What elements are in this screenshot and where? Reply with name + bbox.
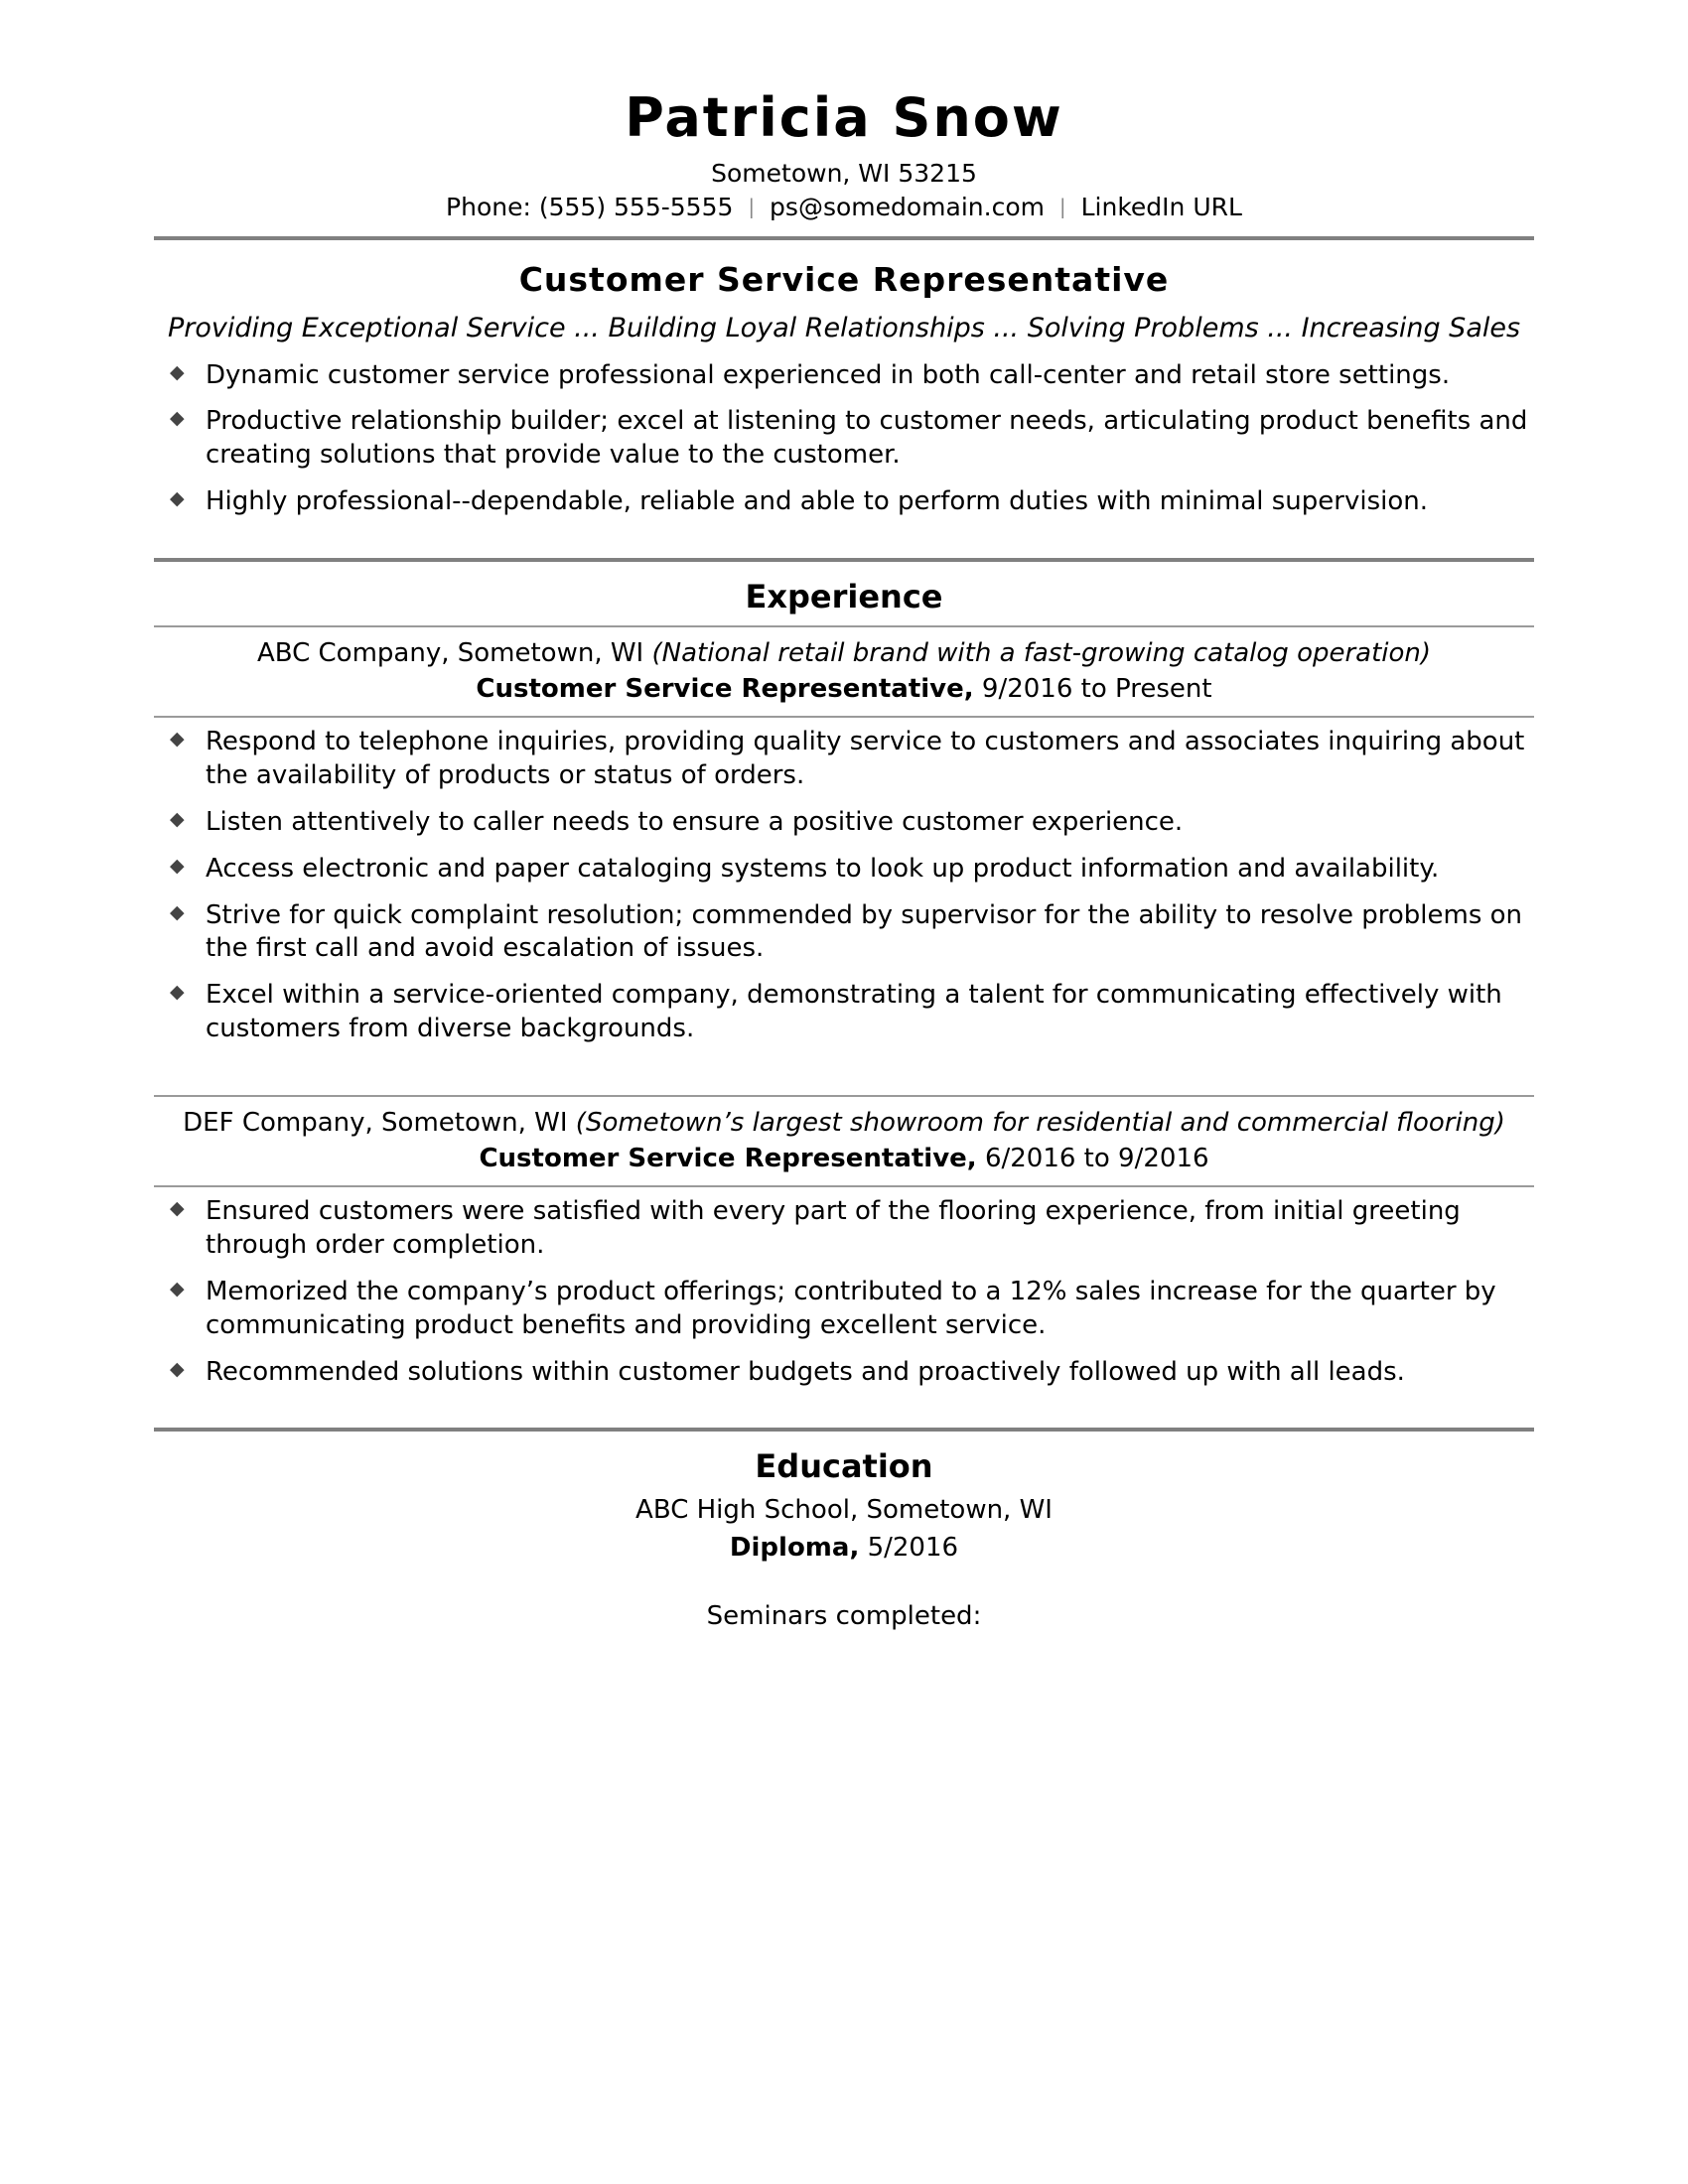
divider — [154, 236, 1534, 240]
entry-company-name: ABC Company, Sometown, WI — [256, 637, 652, 668]
list-item-text: Strive for quick complaint resolution; commended by supervisor for the ability to resolve problems on the first call and avoid escalation of issues. — [206, 899, 1523, 964]
contact-phone: Phone: (555) 555-5555 — [446, 192, 734, 221]
list-item — [154, 979, 1534, 1046]
bullet-icon: ◆ — [170, 1278, 185, 1300]
entry-company-line — [154, 637, 1534, 671]
education-school: ABC High School, Sometown, WI — [635, 1495, 1053, 1526]
bullet-icon: ◆ — [170, 360, 185, 383]
entry-role-line — [154, 1143, 1534, 1176]
list-item-text: Excel within a service-oriented company, demonstrating a talent for communicating effectively with customers from diverse backgrounds. — [206, 980, 1502, 1044]
experience-section — [154, 578, 1534, 1390]
list-item — [154, 1356, 1534, 1390]
contact-row — [154, 191, 1534, 224]
list-item-text: Productive relationship builder; excel at listening to customer needs, articulating product benefits and creating solutions that provide value to the customer. — [206, 406, 1528, 471]
entry-role-title: Customer Service Representative, — [479, 1143, 977, 1173]
bullet-icon: ◆ — [170, 900, 185, 923]
section-heading-education: Education — [755, 1447, 933, 1486]
bullet-icon: ◆ — [170, 728, 185, 751]
experience-bullet-list — [154, 1195, 1534, 1389]
education-section — [154, 1447, 1534, 1633]
section-heading-experience: Experience — [745, 577, 943, 615]
list-item-text: Access electronic and paper cataloging systems to look up product information and availability. — [206, 853, 1440, 884]
list-item — [154, 899, 1534, 967]
bullet-icon: ◆ — [170, 981, 185, 1004]
entry-company-line — [154, 1107, 1534, 1141]
list-item-text: Listen attentively to caller needs to ensure a positive customer experience. — [206, 807, 1184, 838]
list-item-text: Recommended solutions within customer budgets and proactively followed up with all leads. — [206, 1356, 1405, 1387]
contact-location: Sometown, WI 53215 — [711, 159, 977, 189]
experience-entry — [154, 1107, 1534, 1390]
list-item — [154, 1276, 1534, 1343]
list-item-text: Highly professional--dependable, reliable and able to perform duties with minimal supervision. — [206, 486, 1429, 517]
divider — [154, 1428, 1534, 1432]
divider — [154, 716, 1534, 718]
divider — [154, 558, 1534, 562]
divider — [154, 1185, 1534, 1187]
bullet-icon: ◆ — [170, 854, 185, 877]
list-item-text: Respond to telephone inquiries, providing quality service to customers and associates inquiring about the availability of products or status of orders. — [206, 727, 1525, 791]
summary-bullet-list — [154, 359, 1534, 519]
education-seminars-label: Seminars completed: — [706, 1600, 982, 1631]
separator-icon: | — [748, 194, 756, 218]
list-item-text: Memorized the company’s product offerings; contributed to a 12% sales increase for the quarter by communicating product benefits and providing excellent service. — [206, 1277, 1496, 1340]
list-item — [154, 726, 1534, 793]
list-item — [154, 1195, 1534, 1263]
education-degree-line — [154, 1531, 1534, 1566]
entry-company-description: (Sometown’s largest showroom for residential and commercial flooring) — [575, 1107, 1505, 1138]
separator-icon: | — [1058, 194, 1066, 218]
education-degree: Diploma, — [729, 1532, 860, 1563]
entry-role-title: Customer Service Representative, — [476, 673, 974, 704]
entry-role-line — [154, 673, 1534, 707]
bullet-icon: ◆ — [170, 487, 185, 510]
experience-bullet-list — [154, 726, 1534, 1045]
bullet-icon: ◆ — [170, 407, 185, 430]
bullet-icon: ◆ — [170, 808, 185, 831]
entry-role-dates: 9/2016 to Present — [973, 673, 1212, 704]
list-item — [154, 405, 1534, 473]
list-item — [154, 485, 1534, 519]
contact-linkedin[interactable]: LinkedIn URL — [1080, 192, 1242, 221]
resume-header — [154, 87, 1534, 224]
entry-company-name: DEF Company, Sometown, WI — [183, 1107, 576, 1138]
entry-role-dates: 6/2016 to 9/2016 — [976, 1143, 1209, 1173]
headline-tagline: Providing Exceptional Service ... Building Loyal Relationships ... Solving Problems ... Increasing Sales — [167, 312, 1521, 343]
divider — [154, 1095, 1534, 1097]
bullet-icon: ◆ — [170, 1357, 185, 1380]
summary-section — [154, 260, 1534, 519]
bullet-icon: ◆ — [170, 1197, 185, 1220]
list-item — [154, 853, 1534, 887]
education-degree-date: 5/2016 — [859, 1532, 959, 1563]
contact-email[interactable]: ps@somedomain.com — [770, 192, 1045, 221]
list-item-text: Dynamic customer service professional experienced in both call-center and retail store settings. — [206, 359, 1451, 390]
list-item-text: Ensured customers were satisfied with every part of the flooring experience, from initial greeting through order completion. — [206, 1196, 1461, 1261]
headline-job-title: Customer Service Representative — [518, 259, 1170, 299]
experience-entry — [154, 637, 1534, 1046]
entry-company-description: (National retail brand with a fast-growing catalog operation) — [651, 637, 1432, 668]
page-title: Patricia Snow — [625, 86, 1063, 149]
list-item — [154, 359, 1534, 393]
divider — [154, 625, 1534, 627]
list-item — [154, 806, 1534, 840]
